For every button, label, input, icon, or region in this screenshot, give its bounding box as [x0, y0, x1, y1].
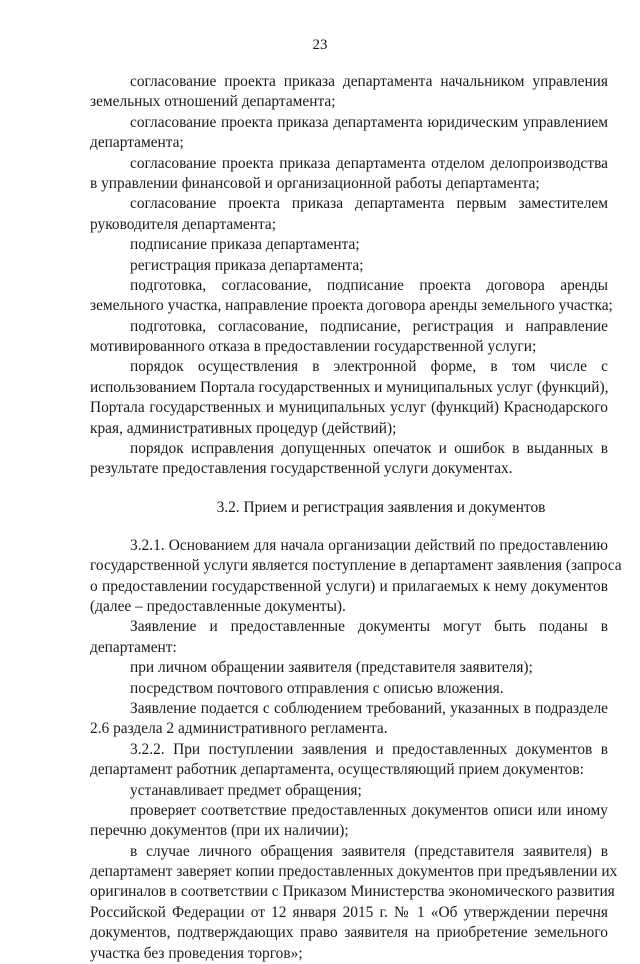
text-line: мотивированного отказа в предоставлении государственной услуги; [90, 338, 537, 356]
text-line: Заявление и предоставленные документы могут быть поданы в [130, 618, 608, 636]
text-line: подписание приказа департамента; [130, 236, 360, 254]
text-line: государственной услуги является поступление в департамент заявления (запроса [90, 557, 622, 575]
text-line: о предоставлении государственной услуги) и прилагаемых к нему документов [90, 577, 608, 595]
text-line: департамента; [90, 134, 184, 152]
text-line: порядок исправления допущенных опечаток и ошибок в выданных в [130, 440, 608, 458]
document-body [90, 72, 622, 964]
text-line: согласование проекта приказа департамента первым заместителем [130, 195, 608, 213]
page-number: 23 [312, 37, 328, 53]
text-line: согласование проекта приказа департамента юридическим управлением [130, 113, 608, 131]
text-line: Заявление подается с соблюдением требований, указанных в подразделе [130, 699, 608, 717]
text-line: земельных отношений департамента; [90, 93, 336, 111]
text-line: подготовка, согласование, подписание проекта договора аренды [130, 276, 608, 294]
text-line: земельного участка, направление проекта договора аренды земельного участка; [90, 297, 613, 315]
text-line: подготовка, согласование, подписание, регистрация и направление [130, 317, 608, 335]
section-heading: 3.2. Прием и регистрация заявления и документов [216, 498, 546, 516]
text-line: при личном обращении заявителя (представителя заявителя); [130, 659, 533, 677]
paragraph-block-2 [90, 536, 622, 964]
text-line: 2.6 раздела 2 административного регламента. [90, 720, 388, 738]
text-line: Портала государственных и муниципальных услуг (функций) Краснодарского [90, 399, 608, 417]
text-line: края, административных процедур (действий); [90, 419, 397, 437]
text-line: участка без проведения торгов»; [90, 944, 303, 962]
text-line: результате предоставления государственной услуги документах. [90, 460, 513, 478]
paragraph-block-1 [90, 72, 613, 480]
text-line: в управлении финансовой и организационной работы департамента; [90, 174, 540, 192]
text-line: регистрация приказа департамента; [130, 256, 364, 274]
text-line: в случае личного обращения заявителя (представителя заявителя) в [130, 842, 608, 860]
text-line: оригиналов в соответствии с Приказом Министерства экономического развития [90, 883, 615, 901]
text-line: порядок осуществления в электронной форме, в том числе с [130, 358, 608, 376]
text-line: согласование проекта приказа департамента начальником управления [130, 73, 608, 90]
text-line: Российской Федерации от 12 января 2015 г. № 1 «Об утверждении перечня [90, 903, 608, 921]
text-line: департамент заверяет копии предоставленных документов при предъявлении их [90, 863, 618, 881]
text-line: посредством почтового отправления с описью вложения. [130, 679, 504, 697]
text-line: департамент работник департамента, осуществляющий прием документов: [90, 761, 584, 779]
text-line: 3.2.2. При поступлении заявления и предоставленных документов в [130, 740, 608, 758]
text-line: проверяет соответствие предоставленных документов описи или иному [130, 801, 608, 819]
text-line: использованием Портала государственных и муниципальных услуг (функций), [90, 378, 609, 396]
text-line: перечню документов (при их наличии); [90, 822, 349, 840]
text-line: департамент: [90, 638, 177, 656]
text-line: (далее – предоставленные документы). [90, 597, 346, 615]
text-line: согласование проекта приказа департамента отделом делопроизводства [130, 154, 608, 172]
text-line: устанавливает предмет обращения; [130, 781, 362, 799]
text-line: 3.2.1. Основанием для начала организации действий по предоставлению [130, 536, 608, 554]
text-line: документов, подтверждающих право заявителя на приобретение земельного [90, 924, 608, 942]
text-line: руководителя департамента; [90, 215, 277, 233]
